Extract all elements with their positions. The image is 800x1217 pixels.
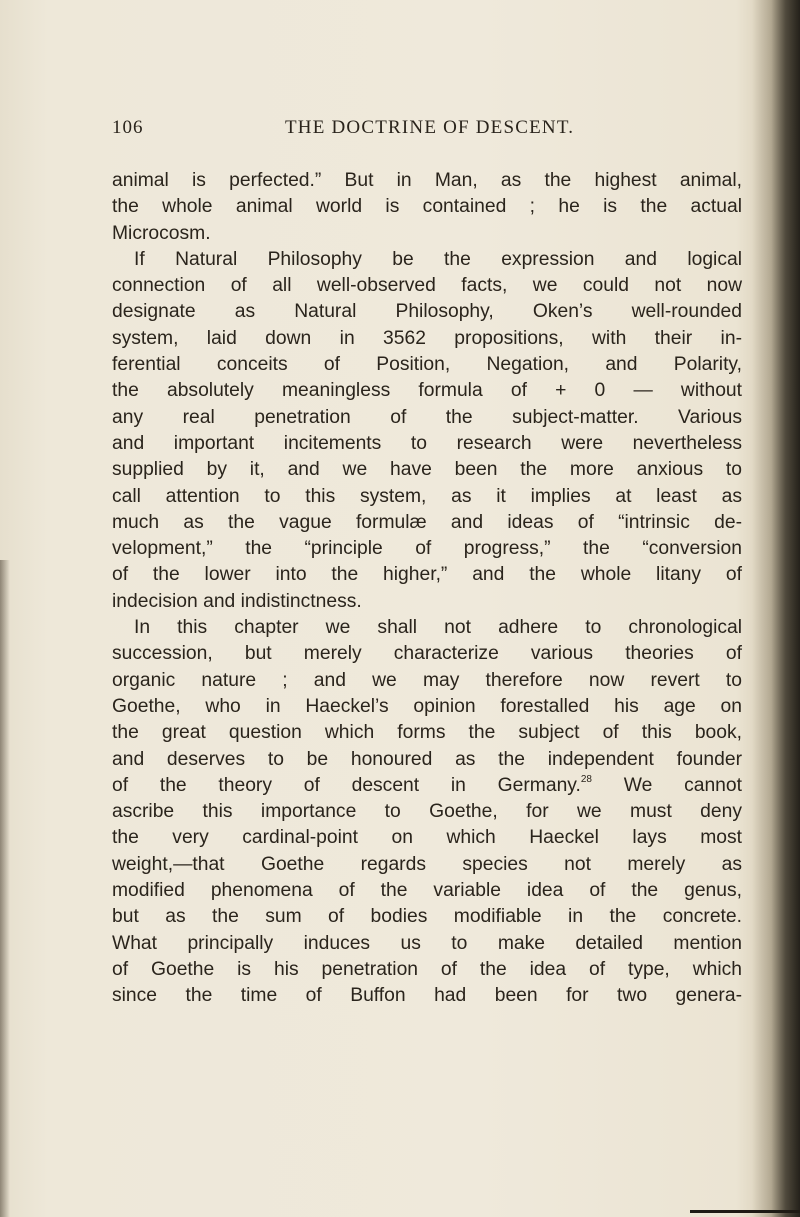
text-line: connection of all well-observed facts, we could not now [112,275,742,297]
text-line: the very cardinal-point on which Haeckel lays most [112,827,742,849]
text-fragment: We cannot [592,774,742,796]
text-line: system, laid down in 3562 propositions, with their in- [112,327,742,349]
text-line: organic nature ; and we may therefore now revert to [112,669,742,691]
text-line: animal is perfected.” But in Man, as the highest animal, [112,170,742,191]
text-fragment: of the theory of descent in Germany. [112,774,581,796]
gutter-shadow [0,560,10,1217]
page-edge-mark [690,1210,800,1213]
body-text [112,168,742,1010]
paragraph-start-line: If Natural Philosophy be the expression and logical [134,248,742,270]
text-line: succession, but merely characterize various theories of [112,643,742,665]
text-line: but as the sum of bodies modifiable in the concrete. [112,906,742,928]
text-line: supplied by it, and we have been the more anxious to [112,459,742,481]
text-line: the whole animal world is contained ; he is the actual [112,196,742,218]
text-line: and deserves to be honoured as the independent founder [112,748,742,770]
text-line: the absolutely meaningless formula of + 0 — without [112,380,742,402]
footnote-marker: 28 [580,773,592,785]
text-line: ferential conceits of Position, Negation, and Polarity, [112,354,742,376]
text-line: since the time of Buffon had been for two genera- [112,985,742,1007]
text-line: weight,—that Goethe regards species not merely as [112,853,742,875]
text-line: the great question which forms the subject of this book, [112,722,742,744]
text-line: any real penetration of the subject-matter. Various [112,406,742,428]
page-number: 106 [112,117,144,138]
text-line: designate as Natural Philosophy, Oken’s well-rounded [112,301,742,323]
text-line: indecision and indistinctness. [112,590,362,612]
paragraph-start-line: In this chapter we shall not adhere to chronological [134,617,742,639]
text-line: of the lower into the higher,” and the whole litany of [112,564,742,586]
text-line: much as the vague formulæ and ideas of “intrinsic de- [112,511,742,533]
text-line-with-footnote [112,773,742,799]
text-line: What principally induces us to make detailed mention [112,932,742,954]
text-line: and important incitements to research were nevertheless [112,432,742,454]
text-line: ascribe this importance to Goethe, for we must deny [112,801,742,823]
running-head [112,117,752,147]
page-edge-shadow [752,0,800,1217]
text-line: Goethe, who in Haeckel’s opinion forestalled his age on [112,695,742,717]
text-line: velopment,” the “principle of progress,” the “conversion [112,538,742,560]
text-line: of Goethe is his penetration of the idea of type, which [112,958,742,980]
text-line: call attention to this system, as it implies at least as [112,485,742,507]
running-title: THE DOCTRINE OF DESCENT. [285,117,575,138]
text-line: modified phenomena of the variable idea of the genus, [112,880,742,902]
text-line: Microcosm. [112,222,211,244]
